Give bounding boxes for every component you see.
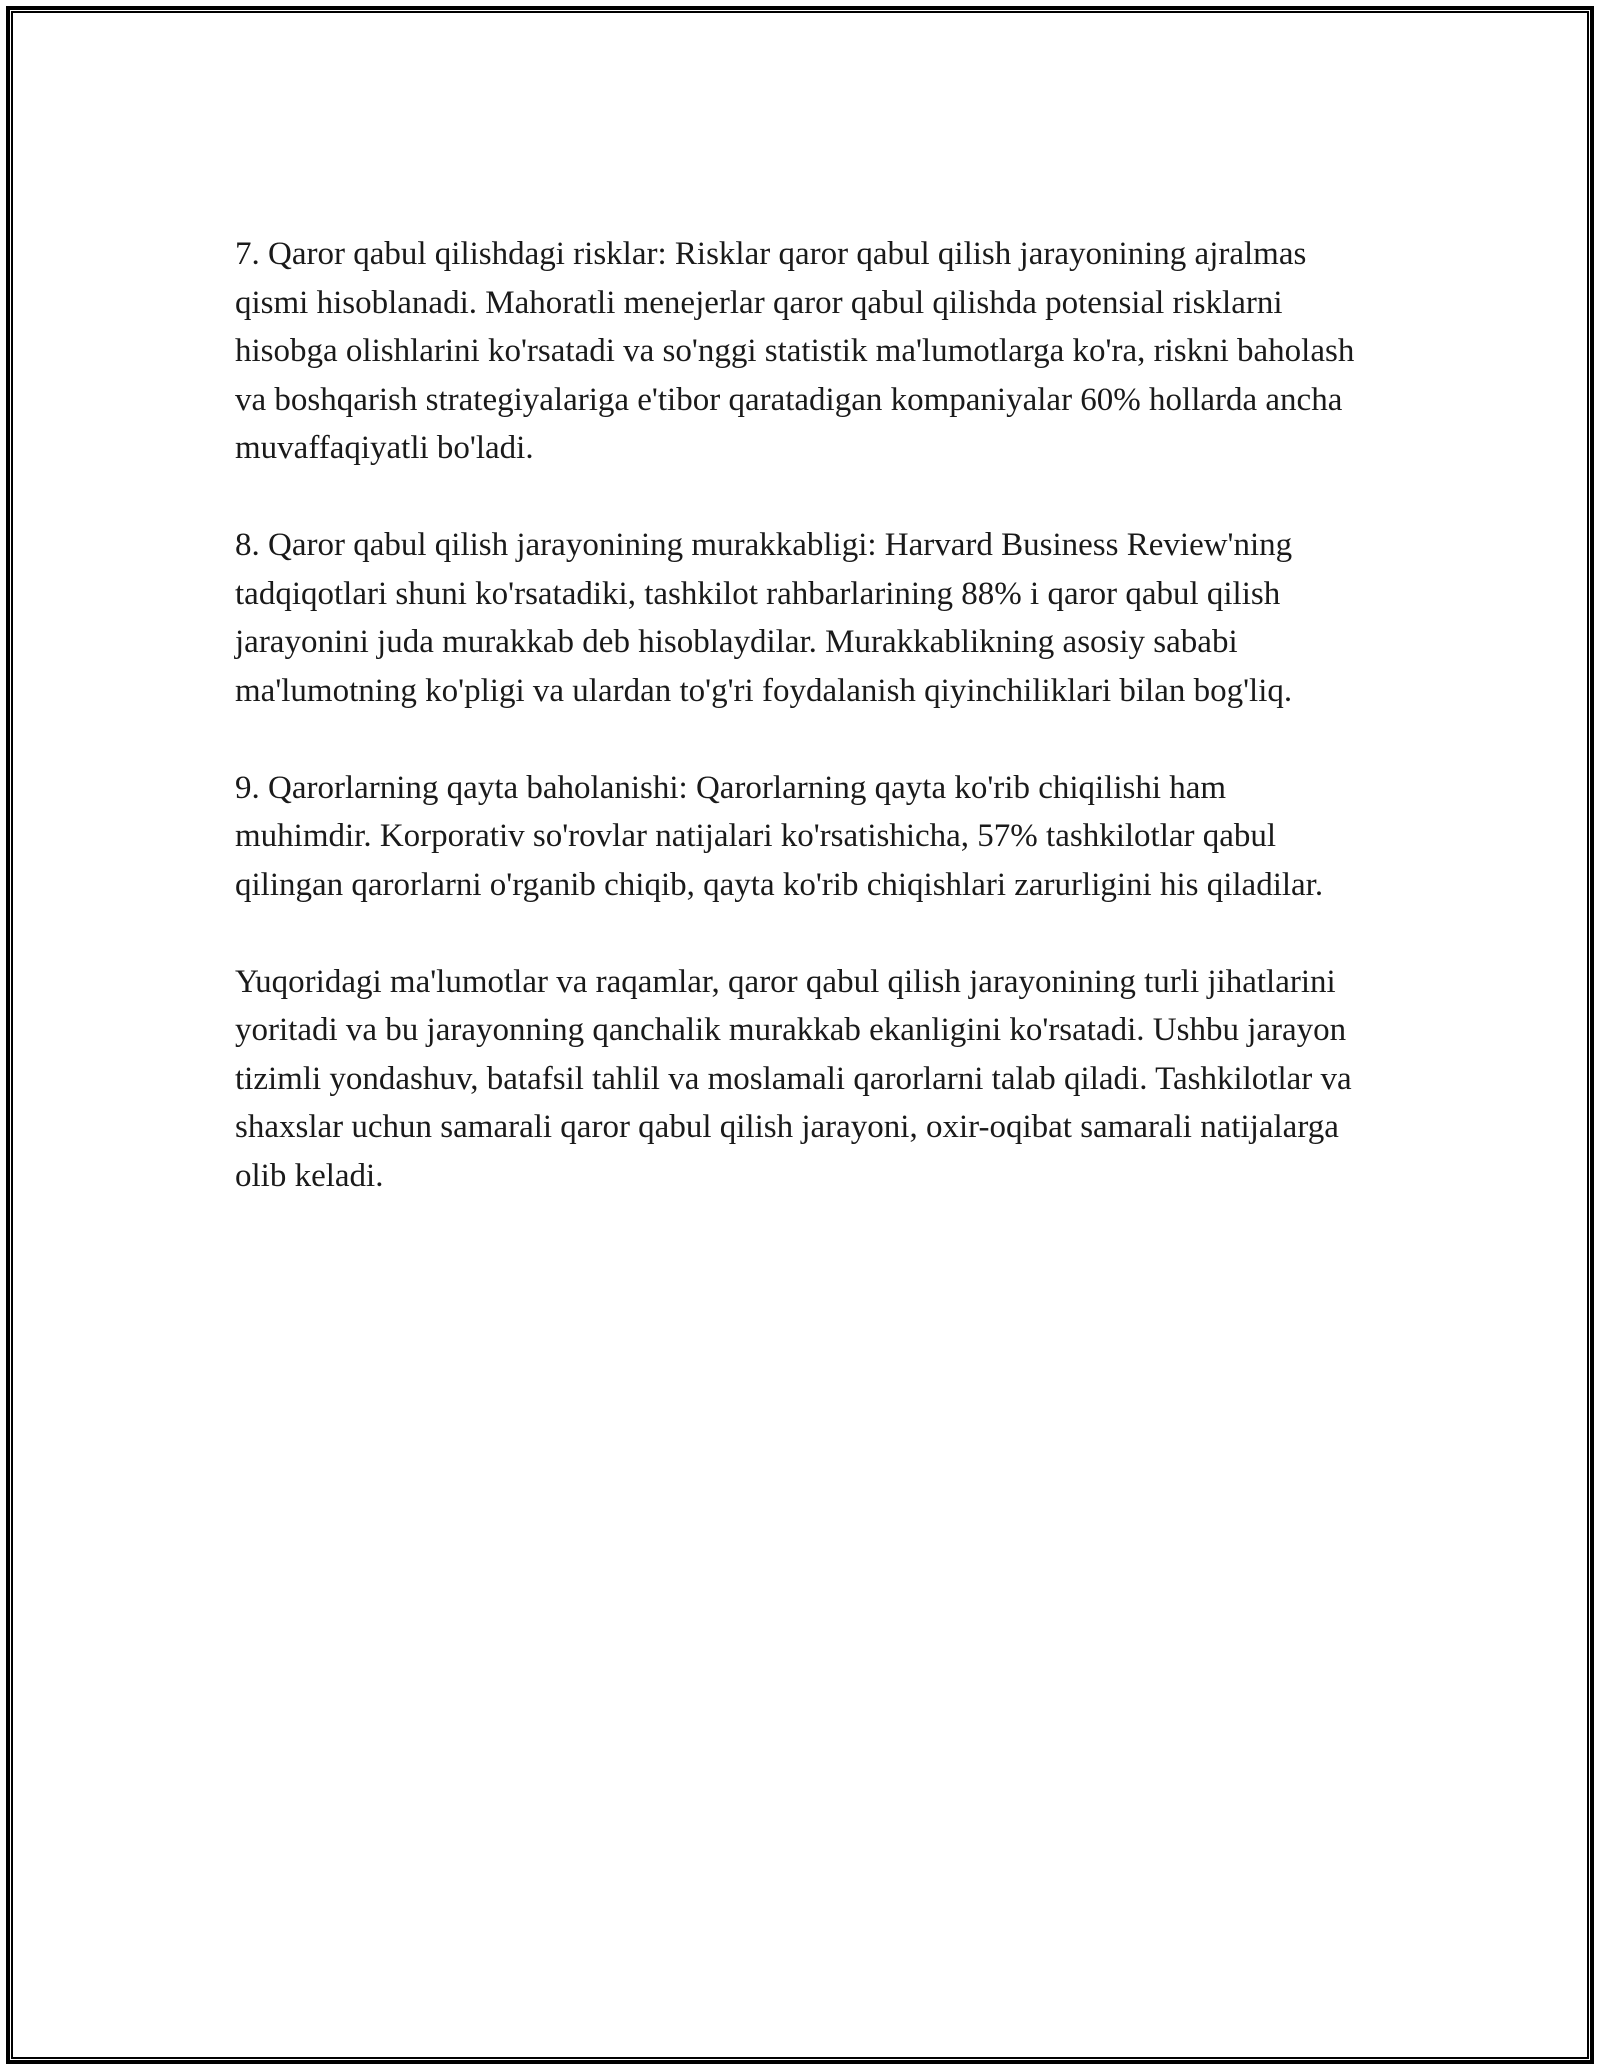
paragraph-risks: 7. Qaror qabul qilishdagi risklar: Risklar qaror qabul qilish jarayonining ajralmas qismi hisoblanadi. Mahoratli menejerlar qaror qabul qilishda potensial risklarni hisobga olishlarini ko'rsatadi va so'nggi statistik ma'lumotlarga ko'ra, riskni baholash va boshqarish strategiyalariga e'tibor qaratadigan kompaniyalar 60% hollarda ancha muvaffaqiyatli bo'ladi. [235, 236, 1355, 466]
paragraph-complexity: 8. Qaror qabul qilish jarayonining murakkabligi: Harvard Business Review'ning tadqiqotlari shuni ko'rsatadiki, tashkilot rahbarlarining 88% i qaror qabul qilish jarayonini juda murakkab deb hisoblaydilar. Murakkablikning asosiy sababi ma'lumotning ko'pligi va ulardan to'g'ri foydalanish qiyinchiliklari bilan bog'liq. [235, 527, 1293, 709]
paragraph-conclusion: Yuqoridagi ma'lumotlar va raqamlar, qaror qabul qilish jarayonining turli jihatlarini yoritadi va bu jarayonning qanchalik murakkab ekanligini ko'rsatadi. Ushbu jarayon tizimli yondashuv, batafsil tahlil va moslamali qarorlarni talab qiladi. Tashkilotlar va shaxslar uchun samarali qaror qabul qilish jarayoni, oxir-oqibat samarali natijalarga olib keladi. [235, 963, 1352, 1194]
document-body [235, 230, 1365, 1249]
paragraph-reevaluation: 9. Qarorlarning qayta baholanishi: Qarorlarning qayta ko'rib chiqilishi ham muhimdir. Korporativ so'rovlar natijalari ko'rsatishicha, 57% tashkilotlar qabul qilingan qarorlarni o'rganib chiqib, qayta ko'rib chiqishlari zarurligini his qiladilar. [235, 769, 1324, 903]
